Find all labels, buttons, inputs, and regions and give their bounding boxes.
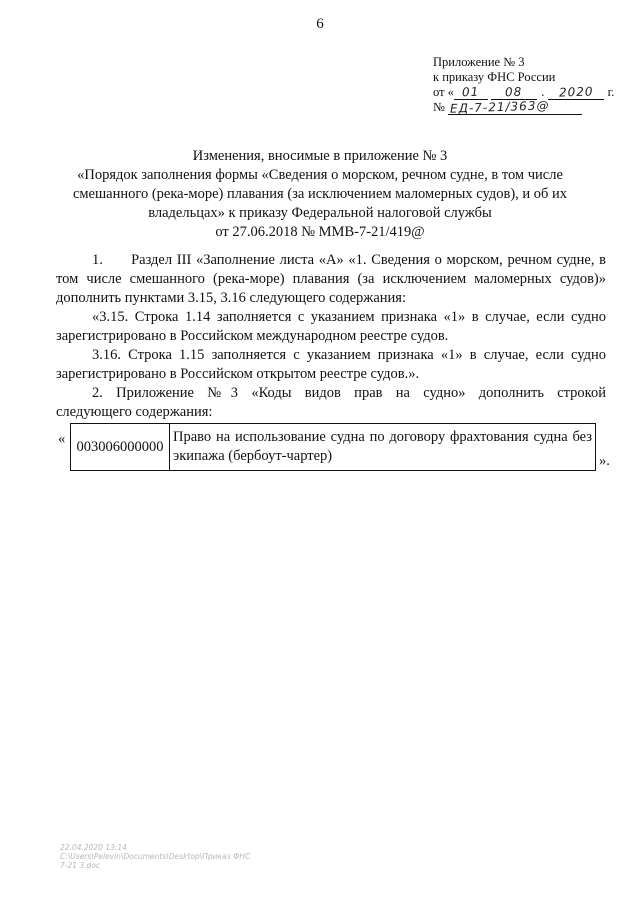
paragraph-1: 1. Раздел III «Заполнение листа «А» «1. Сведения о морском, речном судне, в том числе смешанного (река-море) плавания (за исключением маломерных судов)» дополнить пунктами 3.15, 3.16 следующего содержания: xyxy=(56,252,606,306)
date-year-handwritten: 2020 xyxy=(548,86,604,100)
title-line-2: «Порядок заполнения формы «Сведения о морском, речном судне, в том числе xyxy=(77,167,563,183)
document-title xyxy=(30,147,610,242)
footer-file-stamp xyxy=(60,843,260,870)
appendix-header xyxy=(433,55,623,115)
table-close-quote: ». xyxy=(599,453,610,469)
paragraph-4-line-2: следующего содержания: xyxy=(56,404,213,420)
title-line-4: владельцах» к приказу Федеральной налоговой службы xyxy=(148,205,492,221)
date-suffix: г. xyxy=(607,85,615,99)
table-open-quote: « xyxy=(58,431,66,447)
appendix-date: от « 01 08 . 2020 г. xyxy=(433,84,615,100)
table-cell-description: Право на использование судна по договору фрахтования судна без экипажа (бербоут-чартер) xyxy=(170,424,596,471)
title-line-5: от 27.06.2018 № ММВ-7-21/419@ xyxy=(215,224,425,240)
order-number-handwritten: ЕД-7-21/363@ xyxy=(448,101,582,115)
paragraph-3: 3.16. Строка 1.15 заполняется с указанием признака «1» в случае, если судно зарегистрировано в Российском открытом реестре судов.». xyxy=(56,347,606,382)
page-number: 6 xyxy=(316,16,324,32)
document-body xyxy=(56,251,606,422)
title-line-1: Изменения, вносимые в приложение № 3 xyxy=(192,148,448,164)
paragraph-2: «3.15. Строка 1.14 заполняется с указанием признака «1» в случае, если судно зарегистрировано в Российском международном реестре судов. xyxy=(56,309,606,344)
date-prefix: от « xyxy=(433,85,454,99)
number-prefix: № xyxy=(433,100,445,114)
footer-line-2: С:\Users\Pelevin\Documents\Desktop\Приказ ФНС 7-21 3.doc xyxy=(60,852,251,870)
footer-line-1: 22.04.2020 13:14 xyxy=(60,843,127,852)
appendix-number xyxy=(433,100,623,115)
date-month-handwritten: 08 xyxy=(491,86,537,100)
title-line-3: смешанного (река-море) плавания (за исключением маломерных судов), и об их xyxy=(72,186,568,202)
appendix-line-1: Приложение № 3 xyxy=(433,55,525,69)
codes-table-block xyxy=(58,423,618,471)
codes-table xyxy=(70,423,596,471)
table-cell-code: 003006000000 xyxy=(71,424,170,471)
table-row xyxy=(71,424,596,471)
paragraph-4-line-1: 2. Приложение №3 «Коды видов прав на судно» дополнить строкой xyxy=(92,385,606,401)
appendix-line-2: к приказу ФНС России xyxy=(433,70,556,84)
date-day-handwritten: 01 xyxy=(454,86,488,100)
